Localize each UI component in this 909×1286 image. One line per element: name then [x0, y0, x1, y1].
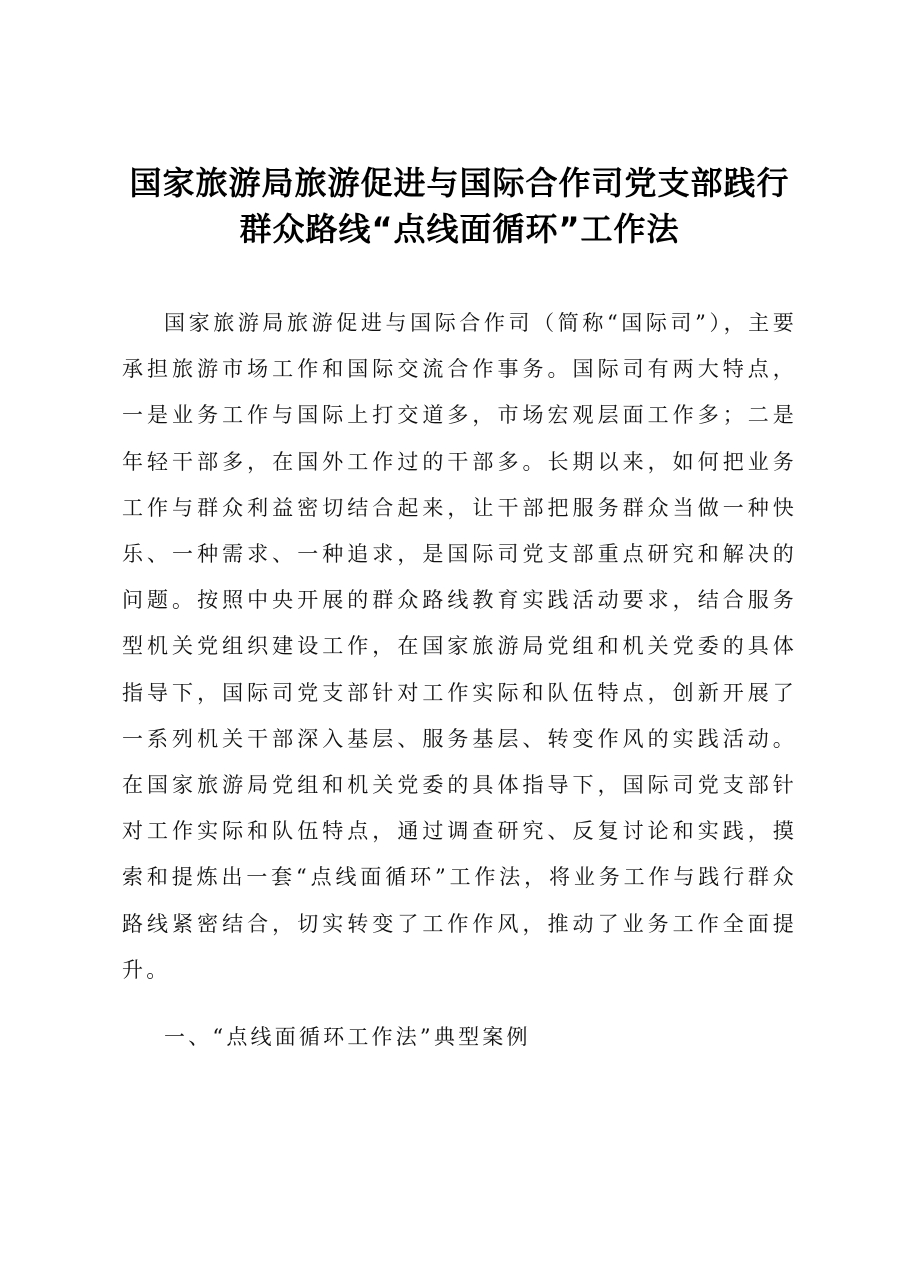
intro-paragraph: 国家旅游局旅游促进与国际合作司（简称“国际司”），主要承担旅游市场工作和国际交流合作事务。国际司有两大特点，一是业务工作与国际上打交道多，市场宏观层面工作多；二是年轻干部多，在国外工作过的干部多。长期以来，如何把业务工作与群众利益密切结合起来，让干部把服务群众当做一种快乐、一种需求、一种追求，是国际司党支部重点研究和解决的问题。按照中央开展的群众路线教育实践活动要求，结合服务型机关党组织建设工作，在国家旅游局党组和机关党委的具体指导下，国际司党支部针对工作实际和队伍特点，创新开展了一系列机关干部深入基层、服务基层、转变作风的实践活动。在国家旅游局党组和机关党委的具体指导下，国际司党支部针对工作实际和队伍特点，通过调查研究、反复讨论和实践，摸索和提炼出一套“点线面循环”工作法，将业务工作与践行群众路线紧密结合，切实转变了工作作风，推动了业务工作全面提升。: [122, 311, 797, 982]
title-line-2: 群众路线“点线面循环”工作法: [239, 210, 680, 248]
title-line-1: 国家旅游局旅游促进与国际合作司党支部践行: [129, 164, 790, 202]
document-title: [122, 160, 797, 252]
section-heading-1: 一、“点线面循环工作法”典型案例: [164, 1025, 531, 1050]
